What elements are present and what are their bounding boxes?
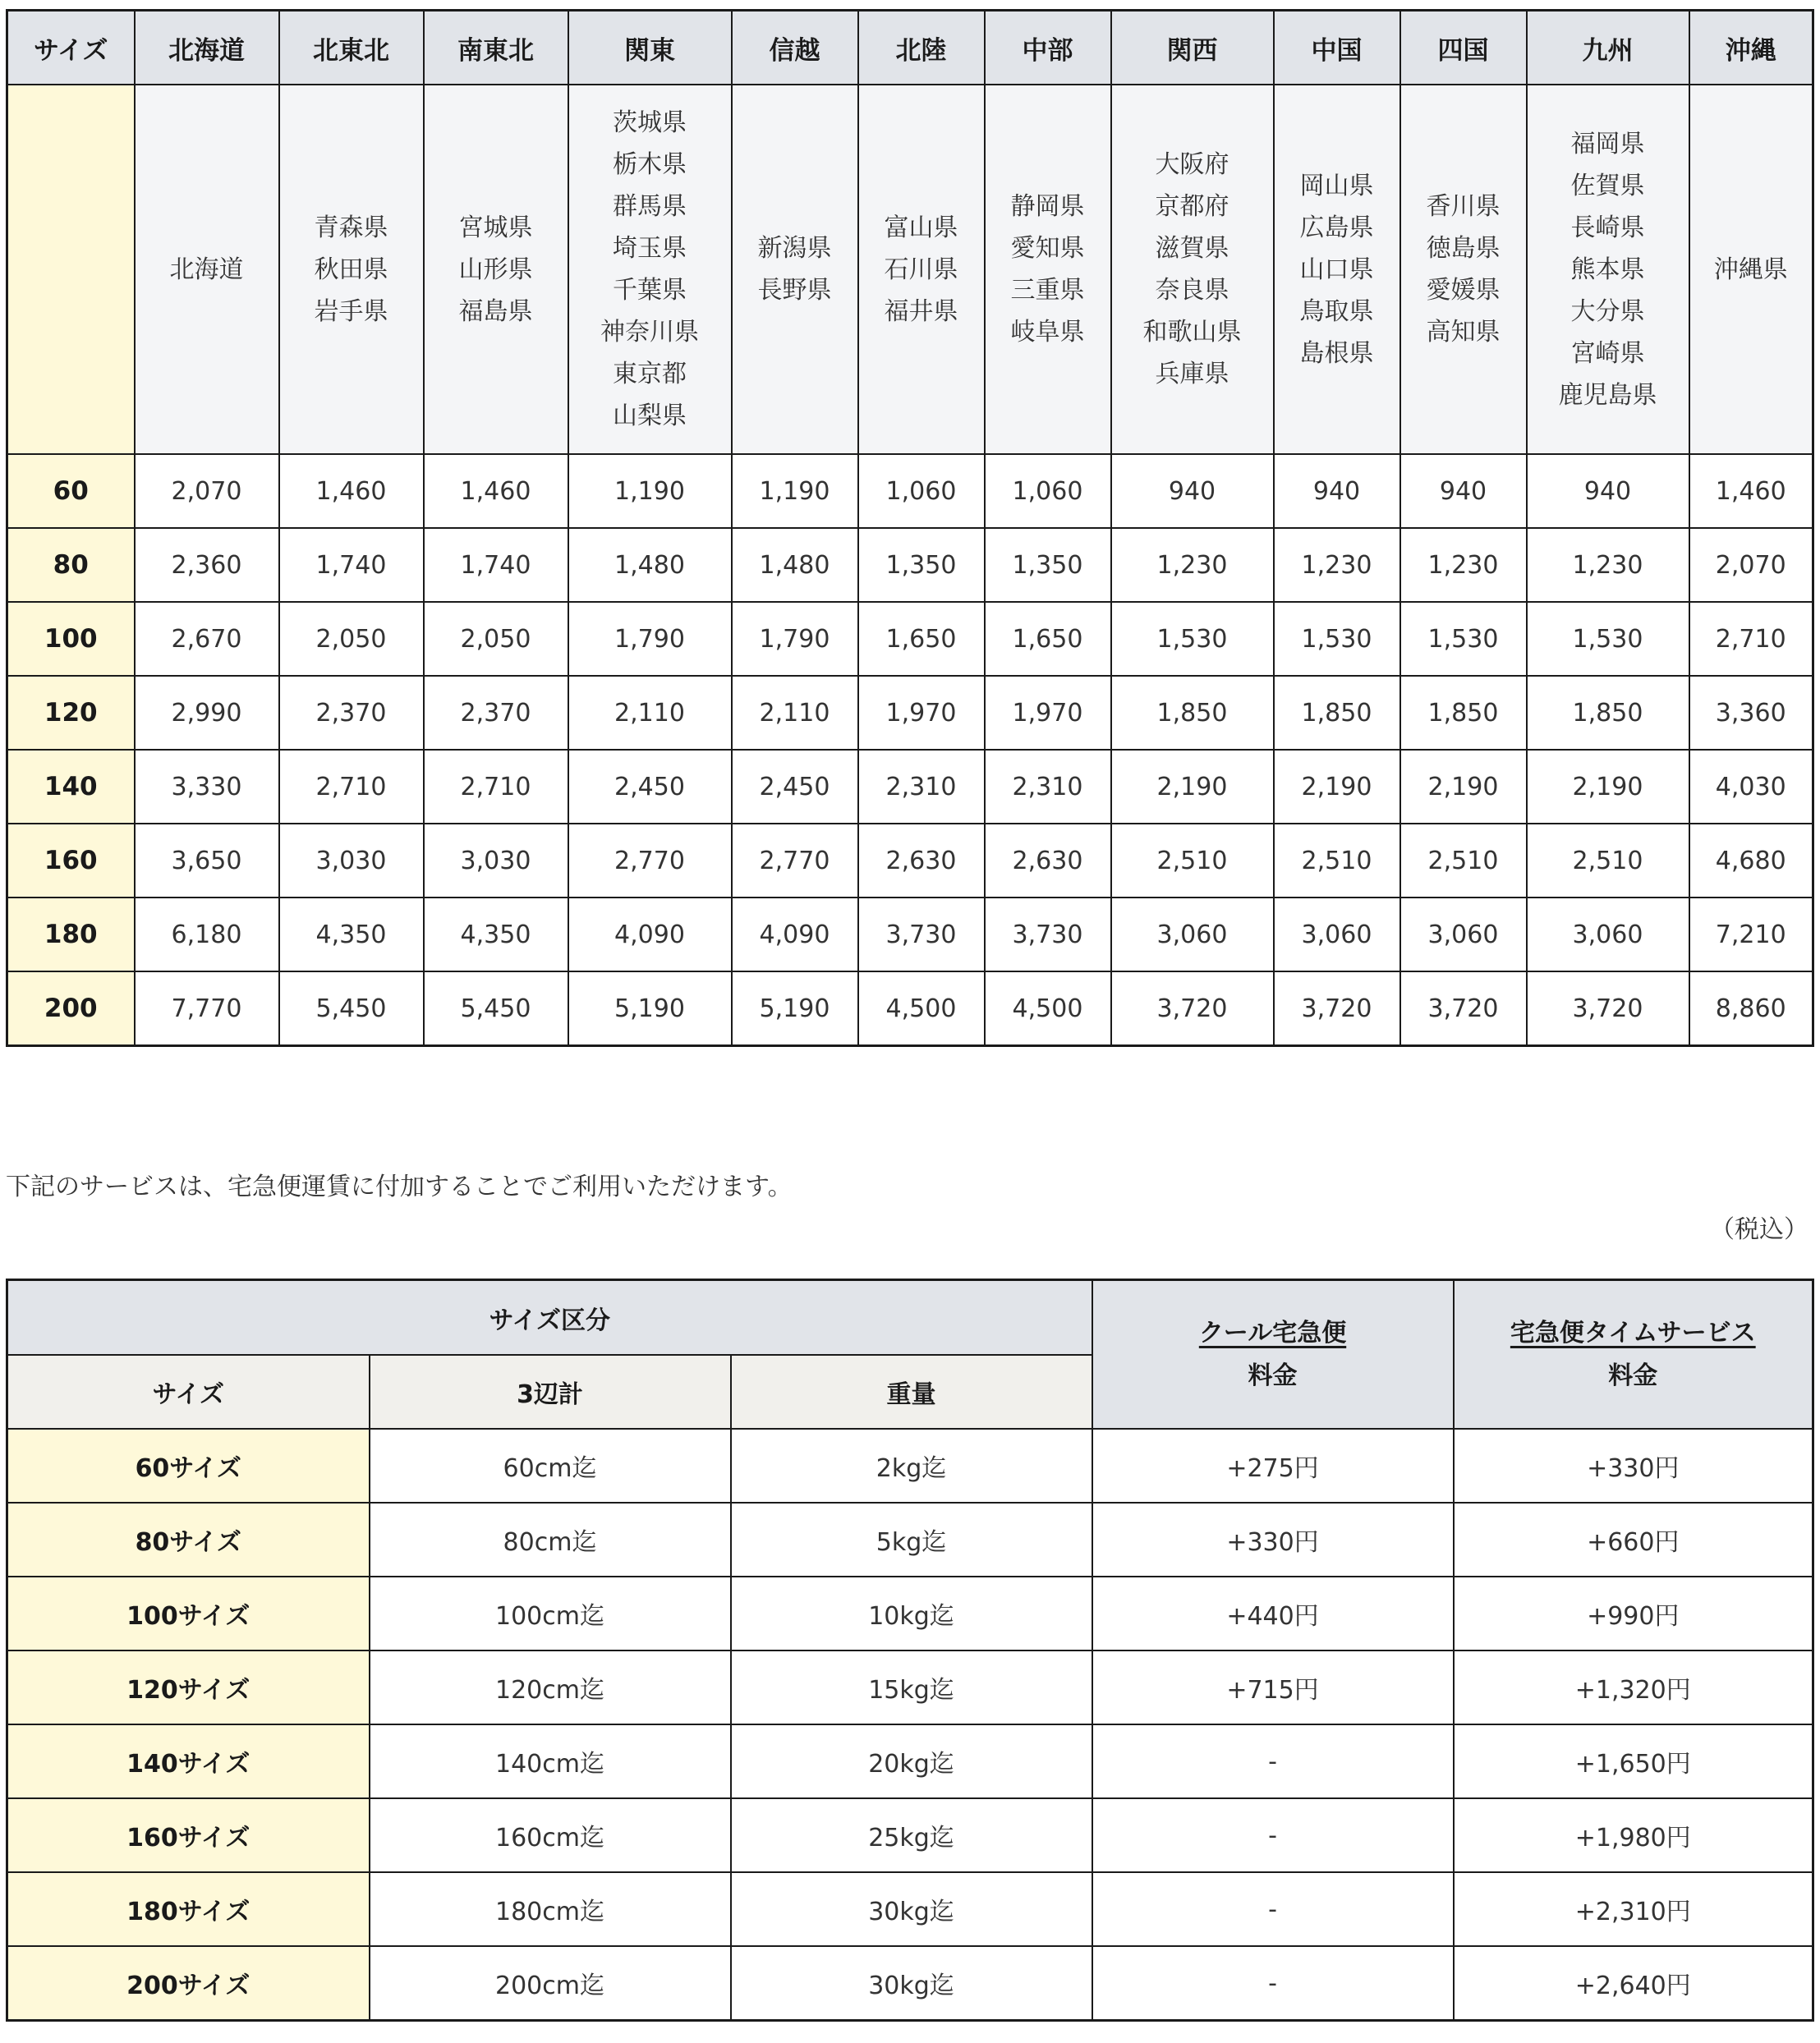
price-cell: 4,090 bbox=[732, 898, 858, 971]
prefecture-name: 広島県 bbox=[1299, 213, 1374, 242]
price-cell: 2,190 bbox=[1274, 750, 1400, 824]
rate-row bbox=[7, 676, 1813, 750]
prefecture-name: 高知県 bbox=[1426, 318, 1501, 347]
price-cell: 1,230 bbox=[1400, 528, 1527, 602]
price-cell: 6,180 bbox=[135, 898, 279, 971]
price-cell: 1,650 bbox=[985, 602, 1111, 676]
price-cell: 4,500 bbox=[858, 971, 985, 1046]
price-cell: 2,630 bbox=[858, 824, 985, 898]
service-row bbox=[7, 1429, 1813, 1503]
size-cell: 80 bbox=[7, 528, 135, 602]
time-fee-cell: +2,310円 bbox=[1454, 1872, 1813, 1946]
price-cell: 1,790 bbox=[568, 602, 732, 676]
price-cell: 3,720 bbox=[1111, 971, 1274, 1046]
price-cell: 2,110 bbox=[568, 676, 732, 750]
size-cell: 160サイズ bbox=[7, 1798, 370, 1872]
price-cell: 1,230 bbox=[1274, 528, 1400, 602]
price-cell: 3,030 bbox=[279, 824, 424, 898]
prefecture-name: 長野県 bbox=[757, 276, 832, 305]
size-cell: 180 bbox=[7, 898, 135, 971]
time-service-header bbox=[1454, 1280, 1813, 1430]
price-cell: 3,030 bbox=[424, 824, 568, 898]
prefecture-name: 香川県 bbox=[1426, 192, 1501, 221]
price-cell: 2,190 bbox=[1111, 750, 1274, 824]
weight-cell: 30kg迄 bbox=[731, 1872, 1092, 1946]
region-header: 北海道 bbox=[135, 11, 279, 85]
weight-cell: 20kg迄 bbox=[731, 1724, 1092, 1798]
price-cell: 4,350 bbox=[424, 898, 568, 971]
prefecture-name: 宮崎県 bbox=[1570, 338, 1645, 368]
price-cell: 3,720 bbox=[1400, 971, 1527, 1046]
prefecture-name: 福岡県 bbox=[1570, 129, 1645, 158]
prefecture-name: 大阪府 bbox=[1155, 150, 1229, 179]
price-cell: 2,110 bbox=[732, 676, 858, 750]
price-cell: 1,740 bbox=[279, 528, 424, 602]
price-cell: 1,530 bbox=[1111, 602, 1274, 676]
weight-header: 重量 bbox=[731, 1355, 1092, 1429]
price-cell: 2,190 bbox=[1527, 750, 1689, 824]
prefecture-name: 茨城県 bbox=[613, 108, 687, 137]
prefecture-name: 愛媛県 bbox=[1426, 276, 1501, 305]
price-cell: 2,070 bbox=[135, 454, 279, 528]
prefecture-name: 京都府 bbox=[1155, 192, 1229, 221]
prefecture-name: 島根県 bbox=[1299, 338, 1374, 368]
price-cell: 1,190 bbox=[732, 454, 858, 528]
price-cell: 1,790 bbox=[732, 602, 858, 676]
price-cell: 940 bbox=[1400, 454, 1527, 528]
prefecture-list-cell bbox=[1689, 85, 1813, 454]
service-row bbox=[7, 1798, 1813, 1872]
price-cell: 2,710 bbox=[1689, 602, 1813, 676]
price-cell: 8,860 bbox=[1689, 971, 1813, 1046]
price-cell: 1,480 bbox=[568, 528, 732, 602]
price-cell: 3,060 bbox=[1274, 898, 1400, 971]
service-note: 下記のサービスは、宅急便運賃に付加することでご利用いただけます。 bbox=[6, 1173, 793, 1201]
prefecture-name: 福井県 bbox=[884, 296, 958, 326]
size-column-header: サイズ bbox=[7, 11, 135, 85]
price-cell: 5,450 bbox=[424, 971, 568, 1046]
prefecture-name: 青森県 bbox=[314, 213, 388, 242]
price-cell: 1,530 bbox=[1400, 602, 1527, 676]
rate-row bbox=[7, 971, 1813, 1046]
time-fee-cell: +1,980円 bbox=[1454, 1798, 1813, 1872]
price-cell: 2,990 bbox=[135, 676, 279, 750]
price-cell: 2,360 bbox=[135, 528, 279, 602]
price-cell: 1,350 bbox=[858, 528, 985, 602]
rate-row bbox=[7, 454, 1813, 528]
service-row bbox=[7, 1724, 1813, 1798]
price-cell: 2,630 bbox=[985, 824, 1111, 898]
size-cell: 160 bbox=[7, 824, 135, 898]
region-header: 関西 bbox=[1111, 11, 1274, 85]
prefecture-name: 静岡県 bbox=[1010, 192, 1085, 221]
cool-fee-cell: +330円 bbox=[1092, 1503, 1454, 1577]
prefecture-list-cell bbox=[1527, 85, 1689, 454]
dimensions-cell: 100cm迄 bbox=[370, 1577, 731, 1650]
price-cell: 4,090 bbox=[568, 898, 732, 971]
price-cell: 5,190 bbox=[732, 971, 858, 1046]
price-cell: 3,060 bbox=[1111, 898, 1274, 971]
weight-cell: 15kg迄 bbox=[731, 1650, 1092, 1724]
prefecture-row bbox=[7, 85, 1813, 454]
prefecture-name: 沖縄県 bbox=[1713, 255, 1788, 284]
rate-row bbox=[7, 750, 1813, 824]
region-header: 中国 bbox=[1274, 11, 1400, 85]
cool-fee-cell: - bbox=[1092, 1798, 1454, 1872]
price-cell: 2,510 bbox=[1527, 824, 1689, 898]
prefecture-list-cell bbox=[279, 85, 424, 454]
price-cell: 2,070 bbox=[1689, 528, 1813, 602]
time-fee-cell: +660円 bbox=[1454, 1503, 1813, 1577]
price-cell: 1,460 bbox=[424, 454, 568, 528]
cool-fee-cell: - bbox=[1092, 1872, 1454, 1946]
size-cell: 60 bbox=[7, 454, 135, 528]
weight-cell: 30kg迄 bbox=[731, 1946, 1092, 2021]
price-cell: 2,450 bbox=[732, 750, 858, 824]
prefecture-name: 東京都 bbox=[613, 360, 687, 388]
price-cell: 1,060 bbox=[985, 454, 1111, 528]
price-cell: 2,510 bbox=[1400, 824, 1527, 898]
prefecture-list-cell bbox=[424, 85, 568, 454]
price-cell: 1,650 bbox=[858, 602, 985, 676]
time-fee-cell: +1,320円 bbox=[1454, 1650, 1813, 1724]
price-cell: 3,720 bbox=[1527, 971, 1689, 1046]
price-cell: 4,680 bbox=[1689, 824, 1813, 898]
prefecture-name: 長崎県 bbox=[1570, 213, 1645, 242]
prefecture-name: 三重県 bbox=[1010, 276, 1085, 305]
size-cell: 120サイズ bbox=[7, 1650, 370, 1724]
rate-row bbox=[7, 824, 1813, 898]
price-cell: 5,190 bbox=[568, 971, 732, 1046]
price-cell: 1,230 bbox=[1527, 528, 1689, 602]
service-row bbox=[7, 1503, 1813, 1577]
time-fee-cell: +990円 bbox=[1454, 1577, 1813, 1650]
size-header: サイズ bbox=[7, 1355, 370, 1429]
time-fee-cell: +330円 bbox=[1454, 1429, 1813, 1503]
prefecture-list-cell bbox=[1274, 85, 1400, 454]
price-cell: 1,460 bbox=[279, 454, 424, 528]
cool-fee-cell: - bbox=[1092, 1724, 1454, 1798]
dimensions-cell: 160cm迄 bbox=[370, 1798, 731, 1872]
size-cell: 60サイズ bbox=[7, 1429, 370, 1503]
dimensions-cell: 140cm迄 bbox=[370, 1724, 731, 1798]
price-cell: 1,190 bbox=[568, 454, 732, 528]
prefecture-name: 千葉県 bbox=[613, 276, 687, 305]
price-cell: 1,740 bbox=[424, 528, 568, 602]
size-cell: 100 bbox=[7, 602, 135, 676]
region-header: 北陸 bbox=[858, 11, 985, 85]
price-cell: 2,310 bbox=[858, 750, 985, 824]
region-header: 信越 bbox=[732, 11, 858, 85]
price-cell: 1,460 bbox=[1689, 454, 1813, 528]
price-cell: 2,370 bbox=[424, 676, 568, 750]
time-fee-cell: +1,650円 bbox=[1454, 1724, 1813, 1798]
prefecture-list-cell bbox=[858, 85, 985, 454]
rate-row bbox=[7, 602, 1813, 676]
prefecture-name: 兵庫県 bbox=[1155, 360, 1229, 388]
price-cell: 3,060 bbox=[1400, 898, 1527, 971]
prefecture-name: 鳥取県 bbox=[1299, 296, 1374, 326]
prefecture-name: 宮城県 bbox=[458, 213, 533, 242]
size-cell: 200 bbox=[7, 971, 135, 1046]
group-header-row bbox=[7, 1280, 1813, 1356]
price-cell: 1,970 bbox=[858, 676, 985, 750]
prefecture-list-cell bbox=[985, 85, 1111, 454]
price-cell: 1,350 bbox=[985, 528, 1111, 602]
price-cell: 2,670 bbox=[135, 602, 279, 676]
region-header: 中部 bbox=[985, 11, 1111, 85]
prefecture-name: 熊本県 bbox=[1570, 255, 1645, 284]
price-cell: 2,310 bbox=[985, 750, 1111, 824]
size-cell: 100サイズ bbox=[7, 1577, 370, 1650]
dimensions-cell: 180cm迄 bbox=[370, 1872, 731, 1946]
prefecture-name: 徳島県 bbox=[1426, 234, 1501, 263]
dimensions-cell: 60cm迄 bbox=[370, 1429, 731, 1503]
prefecture-name: 鹿児島県 bbox=[1558, 380, 1657, 410]
prefecture-name: 栃木県 bbox=[613, 150, 687, 179]
price-cell: 2,770 bbox=[568, 824, 732, 898]
time-service-fee-label: 料金 bbox=[1608, 1361, 1658, 1390]
cool-fee-cell: +275円 bbox=[1092, 1429, 1454, 1503]
price-cell: 3,650 bbox=[135, 824, 279, 898]
region-header: 四国 bbox=[1400, 11, 1527, 85]
prefecture-name: 神奈川県 bbox=[600, 318, 699, 347]
price-cell: 4,030 bbox=[1689, 750, 1813, 824]
price-cell: 3,720 bbox=[1274, 971, 1400, 1046]
price-cell: 1,850 bbox=[1111, 676, 1274, 750]
prefecture-name: 愛知県 bbox=[1010, 234, 1085, 263]
dimensions-cell: 120cm迄 bbox=[370, 1650, 731, 1724]
price-cell: 2,050 bbox=[424, 602, 568, 676]
dimensions-header: 3辺計 bbox=[370, 1355, 731, 1429]
prefecture-list-cell bbox=[568, 85, 732, 454]
region-header: 関東 bbox=[568, 11, 732, 85]
prefecture-name: 群馬県 bbox=[613, 192, 687, 221]
price-cell: 1,530 bbox=[1274, 602, 1400, 676]
prefecture-name: 新潟県 bbox=[757, 234, 832, 263]
price-cell: 2,450 bbox=[568, 750, 732, 824]
prefecture-name: 富山県 bbox=[884, 213, 958, 242]
dimensions-cell: 200cm迄 bbox=[370, 1946, 731, 2021]
rate-row bbox=[7, 528, 1813, 602]
prefecture-name: 奈良県 bbox=[1155, 276, 1229, 305]
prefecture-name: 福島県 bbox=[458, 296, 533, 326]
price-cell: 4,500 bbox=[985, 971, 1111, 1046]
prefecture-name: 山形県 bbox=[458, 255, 533, 284]
size-cell: 120 bbox=[7, 676, 135, 750]
price-cell: 1,530 bbox=[1527, 602, 1689, 676]
price-cell: 5,450 bbox=[279, 971, 424, 1046]
prefecture-list-cell bbox=[1400, 85, 1527, 454]
prefecture-name: 埼玉県 bbox=[613, 234, 687, 263]
price-cell: 1,480 bbox=[732, 528, 858, 602]
region-header: 南東北 bbox=[424, 11, 568, 85]
prefecture-name: 岡山県 bbox=[1299, 171, 1374, 200]
prefecture-list-cell bbox=[732, 85, 858, 454]
cool-service-link[interactable]: クール宅急便 bbox=[1198, 1318, 1347, 1347]
price-cell: 3,060 bbox=[1527, 898, 1689, 971]
price-cell: 1,060 bbox=[858, 454, 985, 528]
region-header-row bbox=[7, 11, 1813, 85]
price-cell: 2,510 bbox=[1274, 824, 1400, 898]
cool-fee-cell: +440円 bbox=[1092, 1577, 1454, 1650]
size-category-header: サイズ区分 bbox=[7, 1280, 1092, 1356]
prefecture-list-cell bbox=[1111, 85, 1274, 454]
weight-cell: 2kg迄 bbox=[731, 1429, 1092, 1503]
prefecture-name: 山梨県 bbox=[613, 402, 687, 430]
price-cell: 3,730 bbox=[985, 898, 1111, 971]
cool-fee-cell: +715円 bbox=[1092, 1650, 1454, 1724]
price-cell: 3,360 bbox=[1689, 676, 1813, 750]
price-cell: 1,230 bbox=[1111, 528, 1274, 602]
price-cell: 2,510 bbox=[1111, 824, 1274, 898]
price-cell: 2,770 bbox=[732, 824, 858, 898]
region-header: 北東北 bbox=[279, 11, 424, 85]
region-header: 沖縄 bbox=[1689, 11, 1813, 85]
prefecture-name: 石川県 bbox=[884, 255, 958, 284]
prefecture-name: 滋賀県 bbox=[1155, 234, 1229, 263]
price-cell: 940 bbox=[1111, 454, 1274, 528]
price-cell: 1,850 bbox=[1274, 676, 1400, 750]
prefecture-name: 佐賀県 bbox=[1570, 171, 1645, 200]
price-cell: 940 bbox=[1527, 454, 1689, 528]
rate-row bbox=[7, 898, 1813, 971]
service-row bbox=[7, 1872, 1813, 1946]
price-cell: 3,330 bbox=[135, 750, 279, 824]
prefecture-name: 大分県 bbox=[1570, 296, 1645, 326]
price-cell: 2,710 bbox=[424, 750, 568, 824]
price-cell: 3,730 bbox=[858, 898, 985, 971]
prefecture-name: 岩手県 bbox=[314, 296, 388, 326]
price-cell: 7,210 bbox=[1689, 898, 1813, 971]
time-service-link[interactable]: 宅急便タイムサービス bbox=[1510, 1318, 1756, 1347]
prefecture-name: 山口県 bbox=[1299, 255, 1374, 284]
size-cell: 140 bbox=[7, 750, 135, 824]
dimensions-cell: 80cm迄 bbox=[370, 1503, 731, 1577]
cool-service-fee-label: 料金 bbox=[1248, 1361, 1298, 1390]
service-row bbox=[7, 1577, 1813, 1650]
price-cell: 2,710 bbox=[279, 750, 424, 824]
shipping-rate-table bbox=[6, 9, 1814, 1047]
price-cell: 4,350 bbox=[279, 898, 424, 971]
prefecture-list-cell bbox=[135, 85, 279, 454]
price-cell: 2,050 bbox=[279, 602, 424, 676]
price-cell: 940 bbox=[1274, 454, 1400, 528]
price-cell: 1,970 bbox=[985, 676, 1111, 750]
service-row bbox=[7, 1650, 1813, 1724]
region-header: 九州 bbox=[1527, 11, 1689, 85]
prefecture-name: 北海道 bbox=[169, 255, 244, 284]
prefecture-name: 秋田県 bbox=[314, 255, 388, 284]
size-cell: 200サイズ bbox=[7, 1946, 370, 2021]
time-fee-cell: +2,640円 bbox=[1454, 1946, 1813, 2021]
tax-included-note: （税込） bbox=[1710, 1215, 1809, 1244]
size-cell: 140サイズ bbox=[7, 1724, 370, 1798]
prefecture-name: 和歌山県 bbox=[1142, 318, 1242, 347]
service-row bbox=[7, 1946, 1813, 2021]
weight-cell: 5kg迄 bbox=[731, 1503, 1092, 1577]
optional-service-table bbox=[6, 1279, 1814, 2022]
cool-fee-cell: - bbox=[1092, 1946, 1454, 2021]
size-cell: 80サイズ bbox=[7, 1503, 370, 1577]
cool-service-header bbox=[1092, 1280, 1454, 1430]
prefecture-name: 岐阜県 bbox=[1010, 318, 1085, 347]
size-cell-empty bbox=[7, 85, 135, 454]
price-cell: 1,850 bbox=[1400, 676, 1527, 750]
price-cell: 7,770 bbox=[135, 971, 279, 1046]
weight-cell: 10kg迄 bbox=[731, 1577, 1092, 1650]
size-cell: 180サイズ bbox=[7, 1872, 370, 1946]
price-cell: 2,190 bbox=[1400, 750, 1527, 824]
weight-cell: 25kg迄 bbox=[731, 1798, 1092, 1872]
price-cell: 1,850 bbox=[1527, 676, 1689, 750]
price-cell: 2,370 bbox=[279, 676, 424, 750]
